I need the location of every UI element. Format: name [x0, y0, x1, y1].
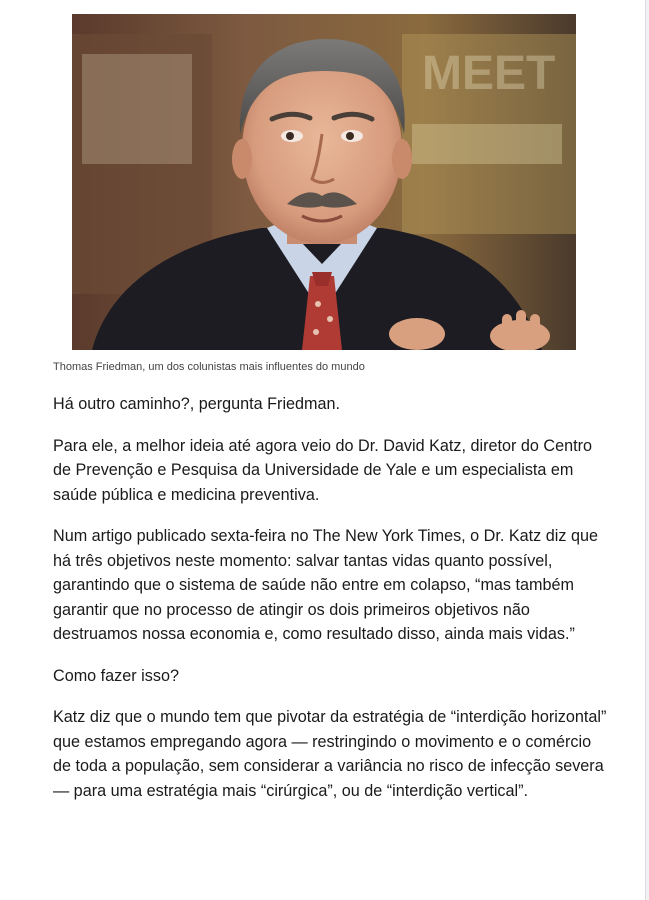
- paragraph: Há outro caminho?, pergunta Friedman.: [53, 395, 341, 413]
- article-body: [53, 392, 613, 820]
- photo-caption: Thomas Friedman, um dos colunistas mais influentes do mundo: [53, 361, 365, 373]
- paragraph: Katz diz que o mundo tem que pivotar da estratégia de “interdição horizontal” que estamos empregando agora — restringindo o movimento e o comércio de toda a população, sem considerar a variância no risco de infecção severa — para uma estratégia mais “cirúrgica”, ou de “interdição vertical”.: [53, 708, 607, 800]
- portrait-illustration: [72, 14, 576, 350]
- backdrop-text: MEET: [422, 47, 556, 100]
- article-photo: [72, 14, 576, 350]
- paragraph: Como fazer isso?: [53, 666, 179, 685]
- paragraph: Para ele, a melhor ideia até agora veio do Dr. David Katz, diretor do Centro de Prevenção e Pesquisa da Universidade de Yale e um especialista em saúde pública e medicina preventiva.: [53, 436, 592, 504]
- paragraph: Num artigo publicado sexta-feira no The New York Times, o Dr. Katz diz que há três objetivos neste momento: salvar tantas vidas quanto possível, garantindo que o sistema de saúde não entre em colapso, “mas também garantir que no processo de atingir os dois primeiros objetivos não destruamos nossa economia e, como resultado disso, ainda mais vidas.”: [53, 527, 598, 643]
